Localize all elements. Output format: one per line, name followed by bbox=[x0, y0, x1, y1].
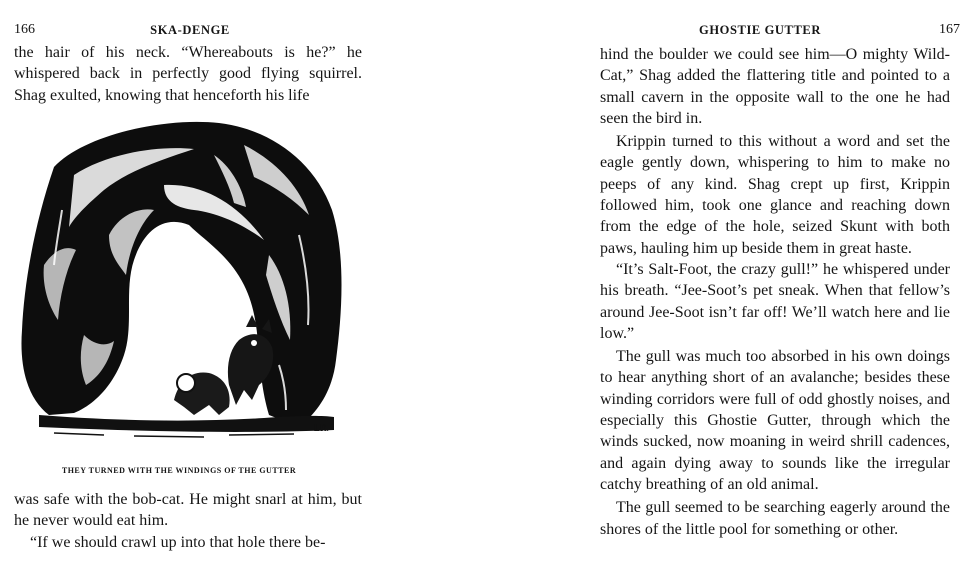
right-paragraph-2: Krippin turned to this without a word and set the eagle gently down, whispering to him to make no peeps of any kind. Shag crept up first, Krippin followed him, took one glance and reaching down from the edge of the hole, seized Skunt with both paws, hauling him up beside them in great haste. bbox=[600, 133, 950, 257]
illustration-caption: THEY TURNED WITH THE WINDINGS OF THE GUTTER bbox=[61, 466, 297, 475]
illustration-signature: LR. bbox=[314, 423, 329, 433]
right-paragraph-3: “It’s Salt-Foot, the crazy gull!” he whispered under his breath. “Jee-Soot’s pet sneak. When that fellow’s around Jee-Soot isn’t far off! We’ll watch here and lie low.” bbox=[600, 260, 950, 342]
right-paragraph-4: The gull was much too absorbed in his own doings to hear anything short of an avalanche; besides these winding corridors were full of odd ghostly noises, and especially this Ghostie Gutter, through which the winds sucked, now moaning in weird shrill cadences, and again dying away to sounds like the irregular catchy breathing of an old animal. bbox=[600, 348, 950, 493]
right-page-number: 167 bbox=[939, 22, 960, 37]
right-page bbox=[590, 0, 960, 582]
left-paragraph-1: the hair of his neck. “Whereabouts is he?” he whispered back in perfectly good flying squirrel. Shag exulted, knowing that henceforth his life bbox=[14, 44, 362, 104]
right-running-title: GHOSTIE GUTTER bbox=[699, 23, 821, 37]
left-running-head bbox=[0, 22, 380, 38]
left-page-number: 166 bbox=[14, 22, 35, 37]
right-paragraph-1: hind the boulder we could see him—O mighty Wild-Cat,” Shag added the flattering title and pointed to a small cavern in the opposite wall to the one he had seen the bird in. bbox=[600, 46, 950, 127]
right-text bbox=[600, 44, 950, 540]
left-paragraph-3: “If we should crawl up into that hole there be- bbox=[30, 533, 326, 551]
left-paragraph-2: was safe with the bob-cat. He might snarl at him, but he never would eat him. bbox=[14, 491, 362, 530]
left-page bbox=[0, 0, 380, 582]
left-running-title: SKA-DENGE bbox=[150, 23, 230, 37]
right-paragraph-5: The gull seemed to be searching eagerly around the shores of the little pool for something or other. bbox=[600, 499, 950, 538]
left-top-text bbox=[14, 42, 362, 106]
illustration-bobcat-gutter bbox=[14, 115, 344, 450]
right-running-head bbox=[590, 22, 960, 38]
left-bottom-text bbox=[14, 489, 362, 553]
